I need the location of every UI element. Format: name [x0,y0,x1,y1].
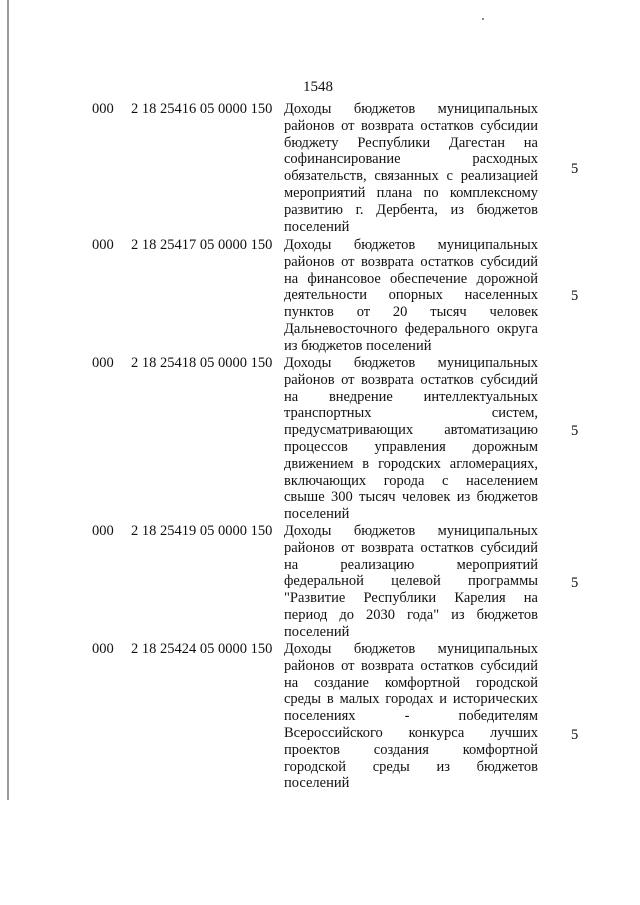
budget-classification-code: 2 18 25417 05 0000 150 [131,237,273,253]
revenue-name-line: Доходы бюджетов муниципальных [284,355,538,371]
table-row [0,523,640,641]
revenue-name-line: поселений [284,218,350,235]
revenue-name-line: "Развитие Республики Карелия на [284,590,538,607]
revenue-name-line: Доходы бюджетов муниципальных [284,237,538,253]
revenue-name-line: Доходы бюджетов муниципальных [284,101,538,117]
revenue-name-line: Доходы бюджетов муниципальных [284,641,538,657]
revenue-name-line: на создание комфортной городской [284,674,538,691]
revenue-name-line: на внедрение интеллектуальных [284,388,538,405]
revenue-name-line: Всероссийского конкурса лучших [284,724,538,741]
table-row [0,355,640,523]
admin-code: 000 [92,523,114,539]
table-row [0,641,640,793]
revenue-name [284,237,538,355]
revenue-name-line: включающих города с населением [284,472,538,489]
revenue-name-line: проектов создания комфортной [284,741,538,758]
revenue-name-line: районов от возврата остатков субсидий [284,253,538,270]
revenue-name-line: поселений [284,506,350,523]
admin-code: 000 [92,237,114,253]
revenue-codes-table [0,101,640,793]
revenue-name-line: период до 2030 года" из бюджетов [284,606,538,623]
revenue-name-line: развитию г. Дербента, из бюджетов [284,201,538,218]
revenue-name-line: движением в городских агломерациях, [284,455,538,472]
revenue-name-line: процессов управления дорожным [284,438,538,455]
revenue-name-line: Дальневосточного федерального округа [284,320,538,337]
admin-code: 000 [92,355,114,371]
revenue-name-line: на реализацию мероприятий [284,556,538,573]
revenue-name-line: районов от возврата остатков субсидий [284,539,538,556]
amount-value: 5 [571,161,579,177]
revenue-name [284,641,538,792]
scan-speck [482,18,484,20]
revenue-name [284,101,538,235]
revenue-name-line: районов от возврата остатков субсидий [284,657,538,674]
revenue-name [284,355,538,523]
revenue-name-line: Доходы бюджетов муниципальных [284,523,538,539]
revenue-name-line: федеральной целевой программы [284,573,538,590]
revenue-name-line: бюджету Республики Дагестан на [284,134,538,151]
revenue-name-line: предусматривающих автоматизацию [284,422,538,439]
revenue-name-line: мероприятий плана по комплексному [284,184,538,201]
revenue-name-line: деятельности опорных населенных [284,287,538,304]
amount-value: 5 [571,727,579,743]
revenue-name-line: поселений [284,623,350,640]
revenue-name [284,523,538,641]
revenue-name-line: на финансовое обеспечение дорожной [284,270,538,287]
revenue-name-line: городской среды из бюджетов [284,758,538,775]
budget-classification-code: 2 18 25416 05 0000 150 [131,101,273,117]
revenue-name-line: обязательств, связанных с реализацией [284,168,538,185]
revenue-name-line: районов от возврата остатков субсидий [284,371,538,388]
revenue-name-line: поселений [284,775,350,792]
amount-value: 5 [571,288,579,304]
table-row [0,101,640,237]
table-row [0,237,640,355]
revenue-name-line: среды в малых городах и исторических [284,691,538,708]
revenue-name-line: из бюджетов поселений [284,337,432,354]
revenue-name-line: софинансирование расходных [284,151,538,168]
budget-classification-code: 2 18 25418 05 0000 150 [131,355,273,371]
revenue-name-line: районов от возврата остатков субсидии [284,117,538,134]
page-number: 1548 [303,79,333,95]
admin-code: 000 [92,101,114,117]
revenue-name-line: пунктов от 20 тысяч человек [284,304,538,321]
amount-value: 5 [571,575,579,591]
admin-code: 000 [92,641,114,657]
revenue-name-line: поселениях - победителям [284,708,538,725]
amount-value: 5 [571,423,579,439]
budget-classification-code: 2 18 25424 05 0000 150 [131,641,273,657]
revenue-name-line: свыше 300 тысяч человек из бюджетов [284,489,538,506]
budget-classification-code: 2 18 25419 05 0000 150 [131,523,273,539]
revenue-name-line: транспортных систем, [284,405,538,422]
